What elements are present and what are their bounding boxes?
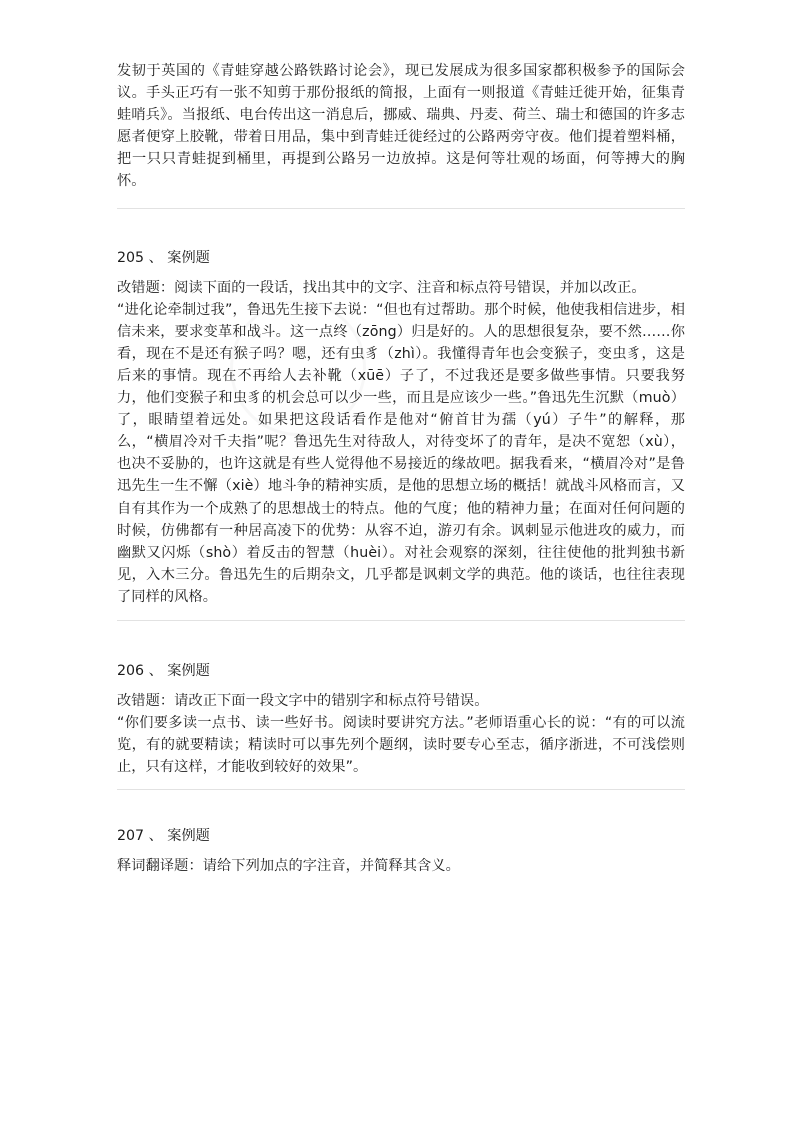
question-heading — [117, 825, 685, 847]
divider — [117, 620, 685, 621]
question-207 — [117, 825, 685, 877]
question-heading — [117, 660, 685, 682]
question-category: 案例题 — [167, 828, 210, 845]
question-body: “进化论牵制过我”，鲁迅先生接下去说：“但也有过帮助。那个时候，他使我相信进步，相信未来，要求变革和战斗。这一点终（zōng）归是好的。人的思想很复杂，要不然……你看，现在不是还有猴子吗？嗯，还有虫豸（zhì）。我懂得青年也会变猴子，变虫豸，这是后来的事情。现在不再给人去补靴（xūē）子了，不过我还是要多做些事情。只要我努力，他们变猴子和虫豸的机会总可以少一些，而且是应该少一些。”鲁迅先生沉默（muò）了，眼睛望着远处。如果把这段话看作是他对“俯首甘为孺（yú）子牛”的解释，那么，“横眉冷对千夫指”呢？鲁迅先生对待敌人，对待变坏了的青年，是决不宽恕（xù），也决不妥胁的，也许这就是有些人觉得他不易接近的缘故吧。据我看来，“横眉冷对”是鲁迅先生一生不懈（xiè）地斗争的精神实质，是他的思想立场的概括！就战斗风格而言，又自有其作为一个成熟了的思想战士的特点。他的气度；他的精神力量；在面对任何问题的时候，仿佛都有一种居高凌下的优势：从容不迫，游刃有余。讽刺显示他进攻的威力，而幽默又闪烁（shò）着反击的智慧（huèi）。对社会观察的深刻，往往使他的批判独书新见，入木三分。鲁迅先生的后期杂文，几乎都是讽刺文学的典范。他的谈话，也往往表现了同样的风格。 — [117, 301, 685, 605]
question-prompt: 释词翻译题：请给下列加点的字注音，并简释其含义。 — [117, 858, 460, 875]
question-category: 案例题 — [167, 249, 210, 266]
question-206 — [117, 660, 685, 778]
question-number: 207 、 — [117, 828, 163, 845]
question-prompt: 改错题：请改正下面一段文字中的错别字和标点符号错误。 — [117, 692, 489, 709]
divider — [117, 208, 685, 209]
intro-paragraph: 发韧于英国的《青蛙穿越公路铁路讨论会》，现已发展成为很多国家都积极参予的国际会议。手头正巧有一张不知剪于那份报纸的简报，上面有一则报道《青蛙迁徙开始，征集青蛙哨兵》。当报纸、电台传出这一消息后，挪威、瑞典、丹麦、荷兰、瑞士和德国的许多志愿者便穿上胶靴，带着日用品，集中到青蛙迁徙经过的公路两旁守夜。他们提着塑料桶，把一只只青蛙捉到桶里，再提到公路另一边放掉。这是何等壮观的场面，何等搏大的胸怀。 — [117, 63, 685, 190]
question-number: 205 、 — [117, 249, 163, 266]
question-number: 206 、 — [117, 662, 163, 679]
question-body: “你们要多读一点书、读一些好书。阅读时要讲究方法。”老师语重心长的说：“有的可以流览，有的就要精读；精读时可以事先列个题纲，读时要专心至志，循序浙进，不可浅偿则止，只有这样，才能收到较好的效果”。 — [117, 715, 685, 776]
question-205 — [117, 247, 685, 608]
document-page — [117, 60, 685, 877]
question-category: 案例题 — [167, 662, 210, 679]
question-prompt: 改错题：阅读下面的一段话，找出其中的文字、注音和标点符号错误，并加以改正。 — [117, 279, 646, 296]
divider — [117, 789, 685, 790]
question-heading — [117, 247, 685, 269]
